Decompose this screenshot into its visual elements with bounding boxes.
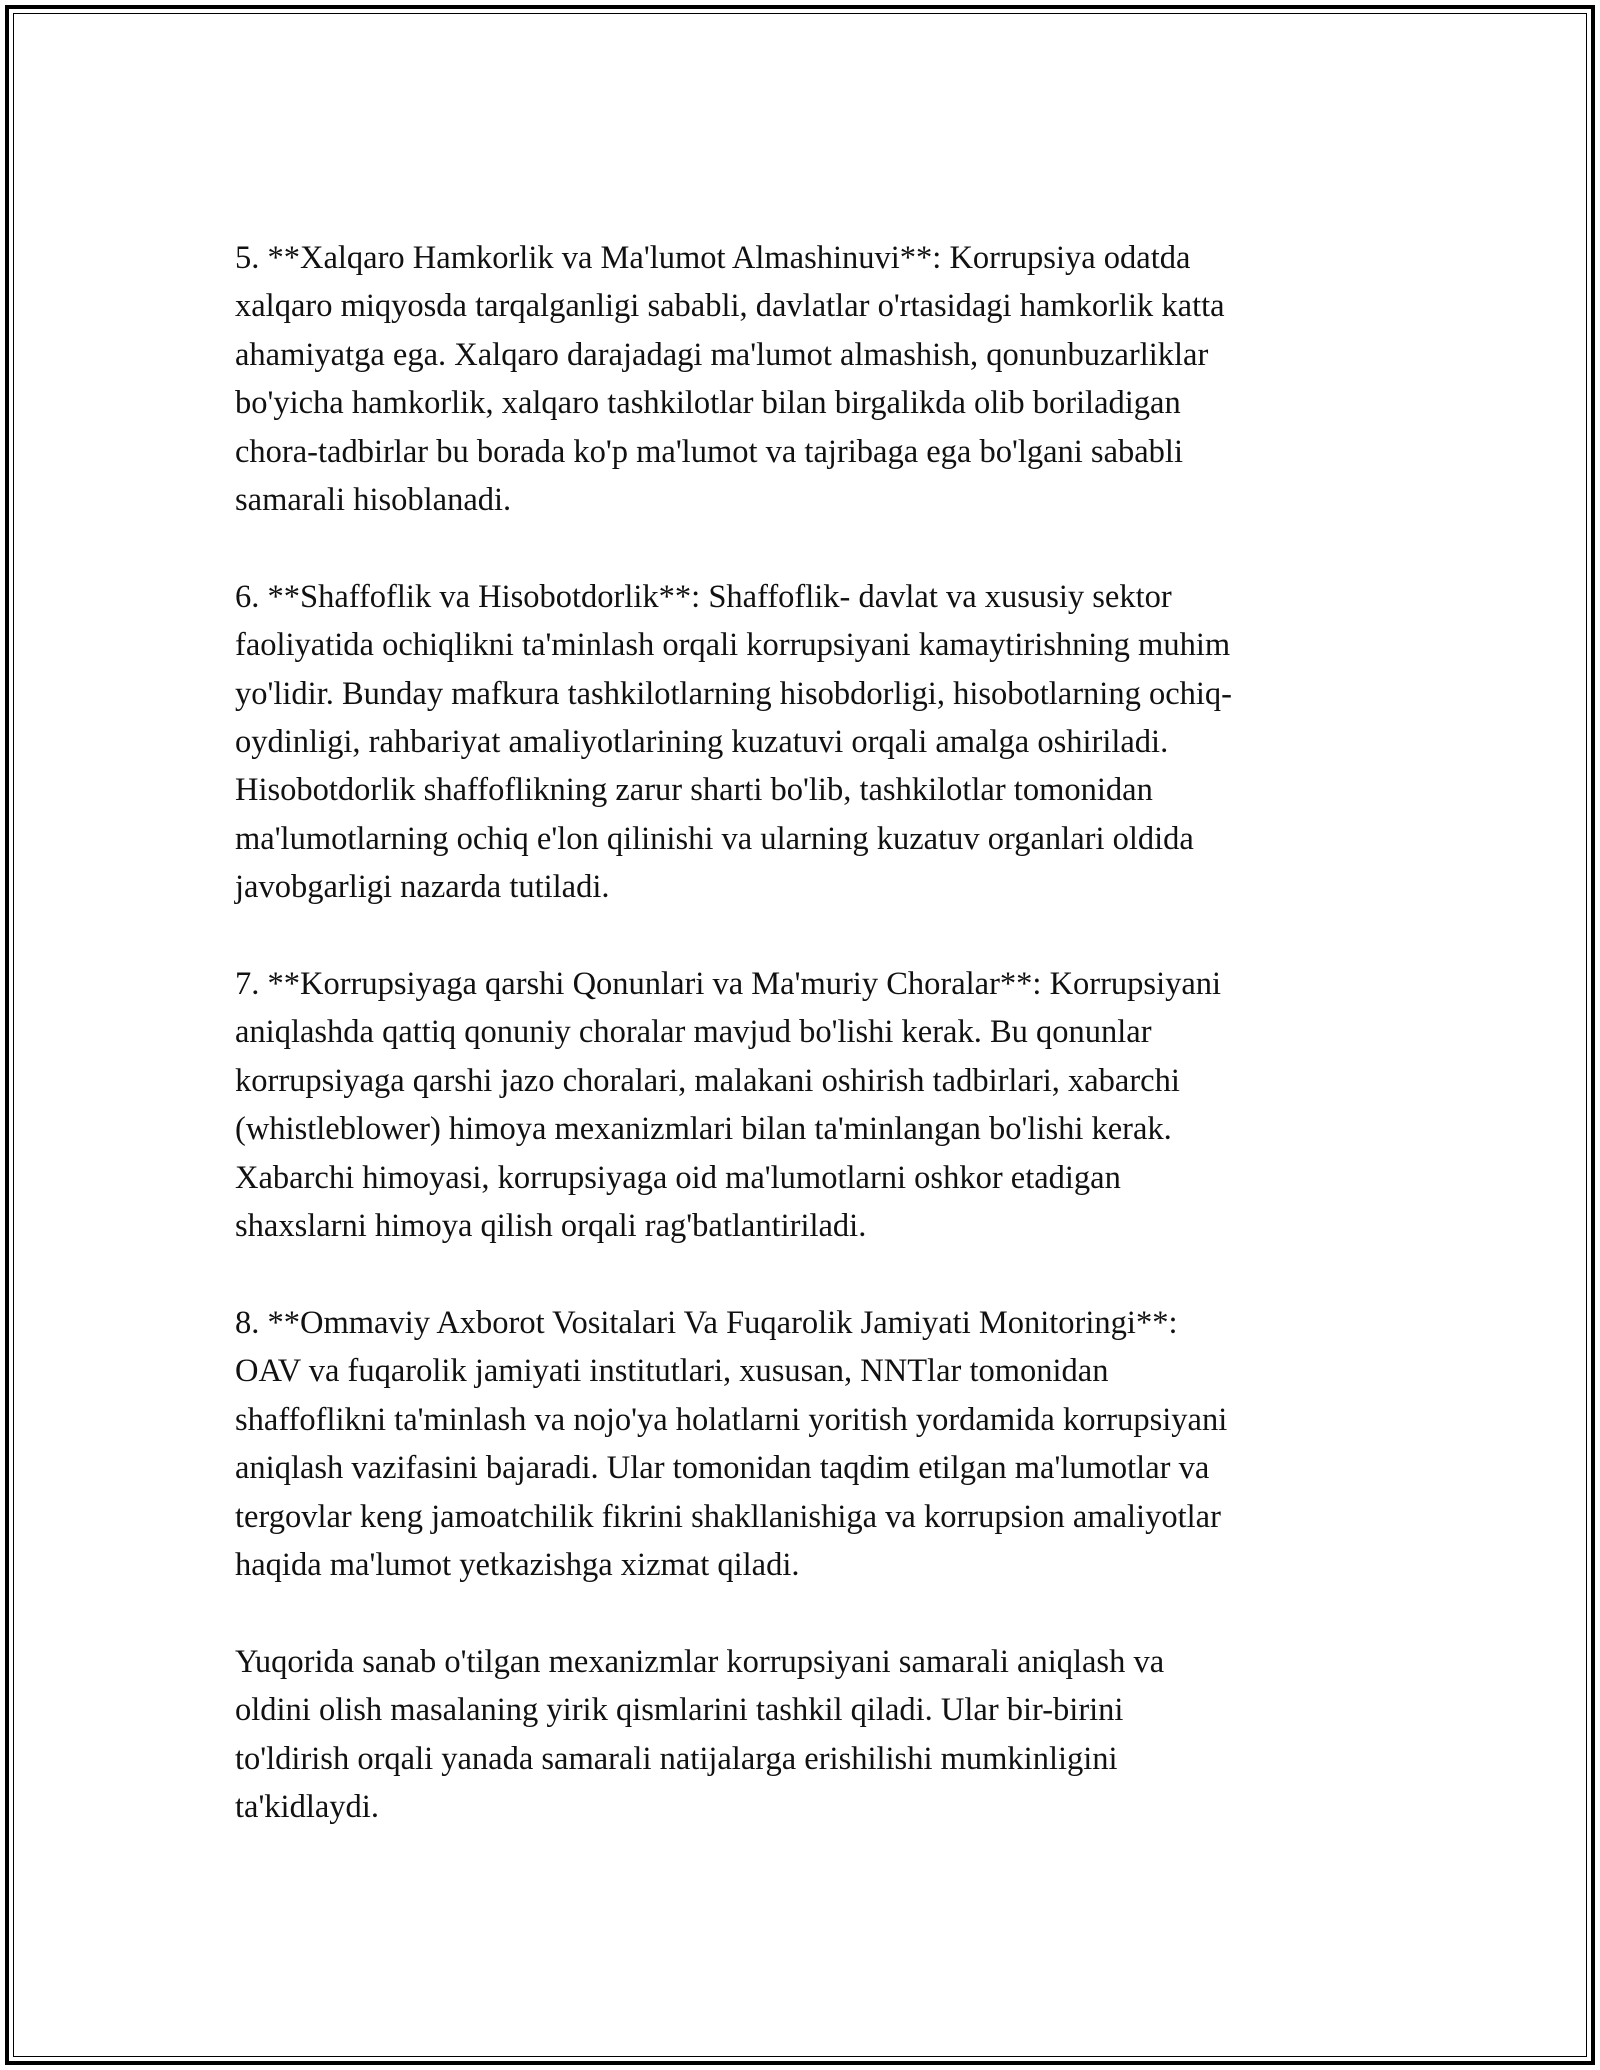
- text-line: ta'kidlaydi.: [235, 1788, 379, 1825]
- text-line: to'ldirish orqali yanada samarali natijalarga erishilishi mumkinligini: [235, 1740, 1118, 1777]
- text-line: faoliyatida ochiqlikni ta'minlash orqali korrupsiyani kamaytirishning muhim: [235, 627, 1231, 664]
- text-line: javobgarligi nazarda tutiladi.: [235, 869, 610, 906]
- text-line: ahamiyatga ega. Xalqaro darajadagi ma'lumot almashish, qonunbuzarliklar: [235, 336, 1209, 373]
- text-line: aniqlashda qattiq qonuniy choralar mavjud bo'lishi kerak. Bu qonunlar: [235, 1014, 1152, 1051]
- text-line: Xabarchi himoyasi, korrupsiyaga oid ma'lumotlarni oshkor etadigan: [235, 1159, 1121, 1196]
- text-line: yo'lidir. Bunday mafkura tashkilotlarning hisobdorligi, hisobotlarning ochiq-: [235, 675, 1232, 712]
- text-line: bo'yicha hamkorlik, xalqaro tashkilotlar bilan birgalikda olib boriladigan: [235, 385, 1181, 422]
- text-line: Hisobotdorlik shaffoflikning zarur sharti bo'lib, tashkilotlar tomonidan: [235, 772, 1153, 809]
- text-line: xalqaro miqyosda tarqalganligi sababli, davlatlar o'rtasidagi hamkorlik katta: [235, 288, 1225, 325]
- text-line: 6. **Shaffoflik va Hisobotdorlik**: Shaffoflik- davlat va xususiy sektor: [235, 578, 1172, 615]
- text-line: korrupsiyaga qarshi jazo choralari, malakani oshirish tadbirlari, xabarchi: [235, 1062, 1180, 1099]
- text-line: 8. **Ommaviy Axborot Vositalari Va Fuqarolik Jamiyati Monitoringi**:: [235, 1304, 1178, 1341]
- text-line: haqida ma'lumot yetkazishga xizmat qiladi.: [235, 1546, 800, 1583]
- text-line: aniqlash vazifasini bajaradi. Ular tomonidan taqdim etilgan ma'lumotlar va: [235, 1450, 1210, 1487]
- text-line: oldini olish masalaning yirik qismlarini tashkil qiladi. Ular bir-birini: [235, 1692, 1124, 1729]
- paragraph-media-monitoring: [235, 1299, 1370, 1589]
- text-line: (whistleblower) himoya mexanizmlari bilan ta'minlangan bo'lishi kerak.: [235, 1111, 1172, 1148]
- text-line: 7. **Korrupsiyaga qarshi Qonunlari va Ma'muriy Choralar**: Korrupsiyani: [235, 966, 1222, 1003]
- text-line: 5. **Xalqaro Hamkorlik va Ma'lumot Almashinuvi**: Korrupsiya odatda: [235, 240, 1191, 276]
- text-line: tergovlar keng jamoatchilik fikrini shakllanishiga va korrupsion amaliyotlar: [235, 1498, 1221, 1535]
- text-line: oydinligi, rahbariyat amaliyotlarining kuzatuvi orqali amalga oshiriladi.: [235, 724, 1169, 761]
- paragraph-transparency: [235, 573, 1370, 912]
- text-line: shaffoflikni ta'minlash va nojo'ya holatlarni yoritish yordamida korrupsiyani: [235, 1401, 1228, 1438]
- text-line: chora-tadbirlar bu borada ko'p ma'lumot va tajribaga ega bo'lgani sababli: [235, 433, 1183, 470]
- paragraph-international-cooperation: [235, 234, 1370, 524]
- text-line: shaxslarni himoya qilish orqali rag'batlantiriladi.: [235, 1208, 867, 1245]
- text-line: ma'lumotlarning ochiq e'lon qilinishi va ularning kuzatuv organlari oldida: [235, 820, 1194, 857]
- paragraph-conclusion: [235, 1638, 1370, 1832]
- text-line: samarali hisoblanadi.: [235, 482, 512, 519]
- text-line: OAV va fuqarolik jamiyati institutlari, xususan, NNTlar tomonidan: [235, 1353, 1109, 1390]
- paragraph-anti-corruption-laws: [235, 960, 1370, 1250]
- text-line: Yuqorida sanab o'tilgan mexanizmlar korrupsiyani samarali aniqlash va: [235, 1643, 1165, 1680]
- document-body: [235, 234, 1370, 1880]
